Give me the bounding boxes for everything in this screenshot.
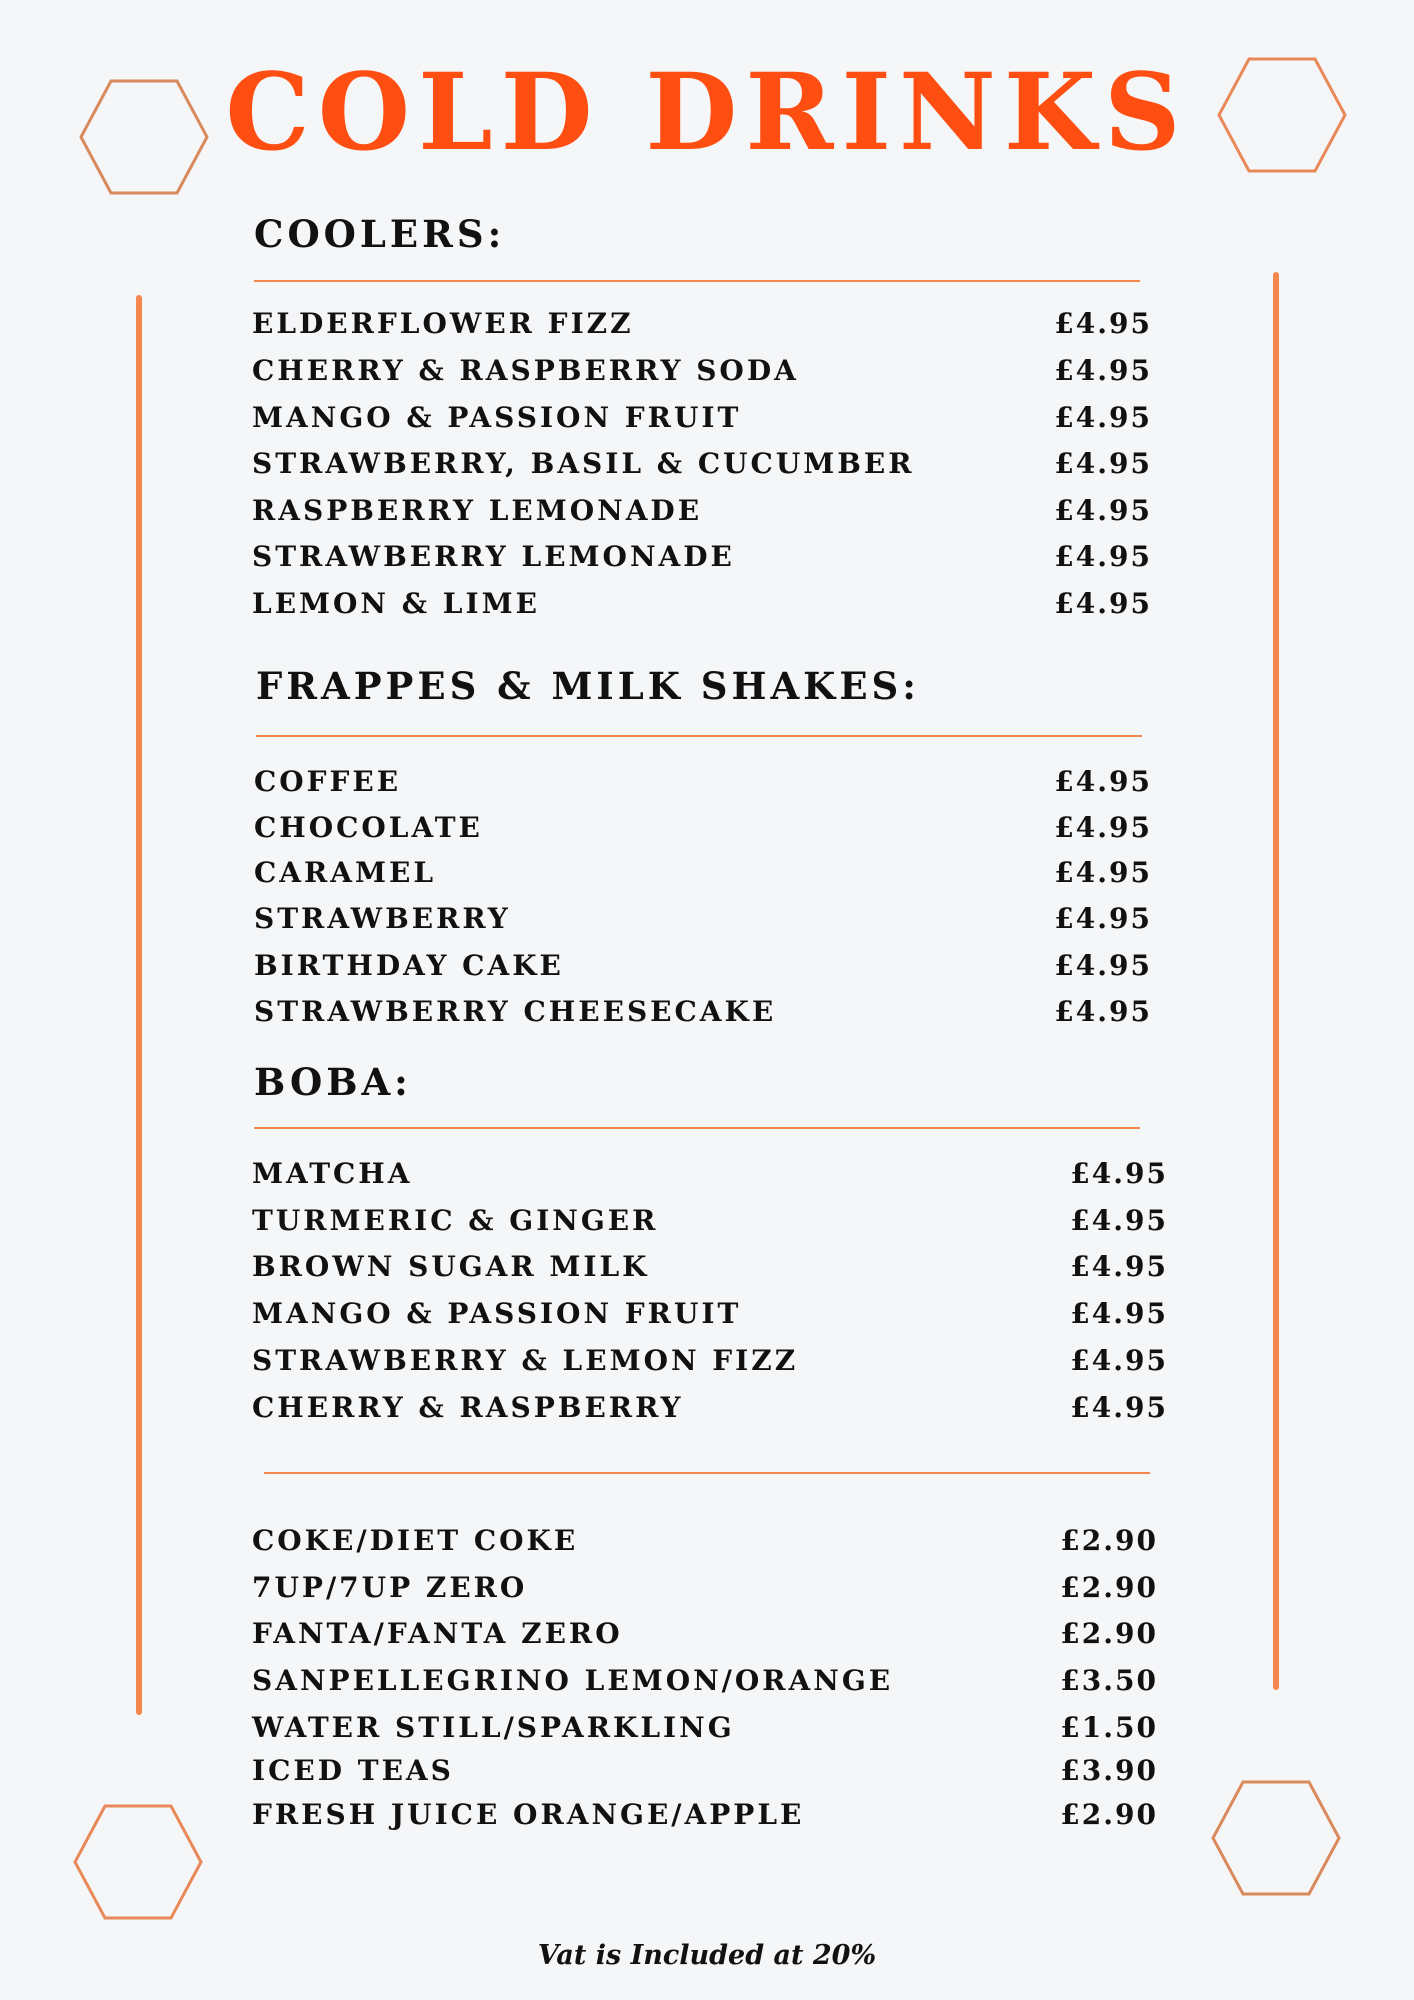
item-name: MANGO & PASSION FRUIT xyxy=(252,1296,742,1330)
menu-item xyxy=(254,852,1152,892)
menu-item xyxy=(252,536,1152,576)
item-name: ICED TEAS xyxy=(252,1753,454,1787)
item-name: COFFEE xyxy=(254,764,402,798)
page-title: COLD DRINKS xyxy=(225,49,1189,174)
section-divider xyxy=(264,1472,1150,1474)
item-name: FRESH JUICE ORANGE/APPLE xyxy=(252,1797,805,1831)
right-vertical-divider xyxy=(1273,272,1279,1690)
item-name: CARAMEL xyxy=(254,855,437,889)
left-vertical-divider xyxy=(136,295,142,1715)
item-price: £4.95 xyxy=(1054,948,1152,982)
menu-item xyxy=(252,490,1152,530)
item-price: £4.95 xyxy=(1054,539,1152,573)
item-name: 7UP/7UP ZERO xyxy=(252,1570,528,1604)
item-name: RASPBERRY LEMONADE xyxy=(252,493,703,527)
menu-item xyxy=(252,1293,1168,1333)
item-name: CHOCOLATE xyxy=(254,810,483,844)
menu-item xyxy=(252,1613,1158,1653)
item-price: £4.95 xyxy=(1054,810,1152,844)
vat-note: Vat is Included at 20% xyxy=(537,1940,877,1971)
item-price: £4.95 xyxy=(1054,586,1152,620)
menu-item xyxy=(254,898,1152,938)
menu-item xyxy=(252,303,1152,343)
item-price: £4.95 xyxy=(1054,400,1152,434)
menu-item xyxy=(252,1520,1158,1560)
menu-item xyxy=(252,1246,1168,1286)
item-name: LEMON & LIME xyxy=(252,586,540,620)
item-name: COKE/DIET COKE xyxy=(252,1523,579,1557)
item-price: £2.90 xyxy=(1060,1797,1158,1831)
item-price: £4.95 xyxy=(1054,901,1152,935)
menu-item xyxy=(252,1707,1158,1747)
menu-item xyxy=(252,1200,1168,1240)
menu-item xyxy=(254,807,1152,847)
item-name: FANTA/FANTA ZERO xyxy=(252,1616,623,1650)
item-price: £4.95 xyxy=(1070,1249,1168,1283)
item-price: £4.95 xyxy=(1054,855,1152,889)
menu-item xyxy=(252,443,1152,483)
item-name: CHERRY & RASPBERRY xyxy=(252,1390,684,1424)
item-price: £4.95 xyxy=(1070,1390,1168,1424)
section-divider xyxy=(254,1127,1140,1129)
item-name: MANGO & PASSION FRUIT xyxy=(252,400,742,434)
item-price: £4.95 xyxy=(1070,1343,1168,1377)
item-price: £2.90 xyxy=(1060,1523,1158,1557)
section-divider xyxy=(254,280,1140,282)
section-divider xyxy=(256,735,1142,737)
item-price: £4.95 xyxy=(1070,1156,1168,1190)
menu-item xyxy=(252,397,1152,437)
menu-item xyxy=(252,350,1152,390)
menu-item xyxy=(252,1340,1168,1380)
item-name: STRAWBERRY LEMONADE xyxy=(252,539,735,573)
menu-item xyxy=(252,1387,1168,1427)
hexagon-bottom-left-icon xyxy=(73,1804,203,1920)
item-price: £3.50 xyxy=(1060,1663,1158,1697)
item-price: £4.95 xyxy=(1070,1296,1168,1330)
item-name: TURMERIC & GINGER xyxy=(252,1203,659,1237)
section-heading-coolers: COOLERS: xyxy=(254,212,506,256)
item-name: BROWN SUGAR MILK xyxy=(252,1249,650,1283)
item-name: STRAWBERRY & LEMON FIZZ xyxy=(252,1343,799,1377)
item-name: SANPELLEGRINO LEMON/ORANGE xyxy=(252,1663,894,1697)
item-name: BIRTHDAY CAKE xyxy=(254,948,564,982)
menu-item xyxy=(254,945,1152,985)
menu-item xyxy=(254,991,1152,1031)
menu-item xyxy=(252,1153,1168,1193)
section-heading-boba: BOBA: xyxy=(254,1060,412,1104)
menu-item xyxy=(254,761,1152,801)
item-price: £1.50 xyxy=(1060,1710,1158,1744)
item-name: STRAWBERRY CHEESECAKE xyxy=(254,994,777,1028)
item-price: £4.95 xyxy=(1054,493,1152,527)
item-price: £4.95 xyxy=(1070,1203,1168,1237)
hexagon-bottom-right-icon xyxy=(1211,1780,1341,1896)
item-price: £2.90 xyxy=(1060,1570,1158,1604)
item-name: ELDERFLOWER FIZZ xyxy=(252,306,634,340)
menu-item xyxy=(252,1750,1158,1790)
item-name: STRAWBERRY xyxy=(254,901,511,935)
item-name: WATER STILL/SPARKLING xyxy=(252,1710,735,1744)
menu-item xyxy=(252,1660,1158,1700)
menu-item xyxy=(252,1567,1158,1607)
item-name: CHERRY & RASPBERRY SODA xyxy=(252,353,799,387)
item-price: £3.90 xyxy=(1060,1753,1158,1787)
menu-item xyxy=(252,583,1152,623)
item-price: £4.95 xyxy=(1054,306,1152,340)
section-heading-frappes: FRAPPES & MILK SHAKES: xyxy=(256,664,920,708)
item-name: STRAWBERRY, BASIL & CUCUMBER xyxy=(252,446,915,480)
item-price: £4.95 xyxy=(1054,446,1152,480)
menu-item xyxy=(252,1794,1158,1834)
item-price: £4.95 xyxy=(1054,353,1152,387)
item-price: £2.90 xyxy=(1060,1616,1158,1650)
item-price: £4.95 xyxy=(1054,764,1152,798)
item-name: MATCHA xyxy=(252,1156,413,1190)
item-price: £4.95 xyxy=(1054,994,1152,1028)
